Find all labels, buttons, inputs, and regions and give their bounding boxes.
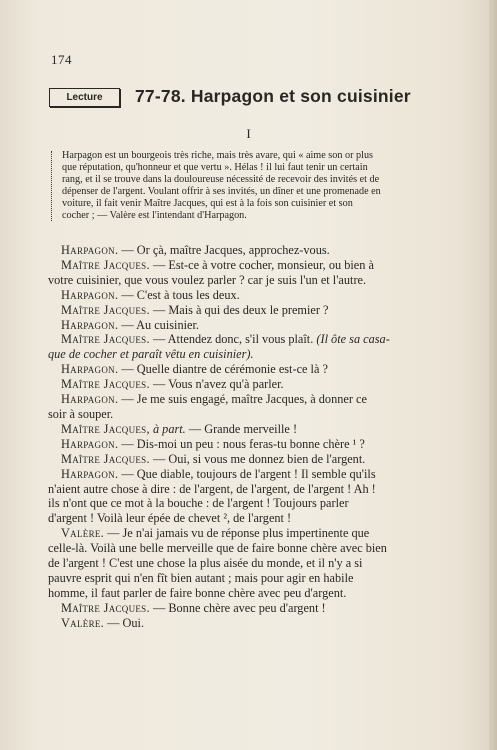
dialogue-line (48, 362, 458, 377)
intro-line: rang, et il se trouve dans la douloureuse nécessité de recevoir des invités et de (62, 173, 380, 185)
dialogue-text: homme, il faut parler de faire bonne chère avec peu d'argent. (48, 585, 347, 600)
intro-line: que réputation, qu'honneur et que vertu ». Hélas ! il lui faut tenir un certain (62, 161, 368, 173)
lecture-label: Lecture (49, 88, 120, 107)
dialogue-text: — Bonne chère avec peu d'argent ! (149, 600, 326, 615)
dialogue-line (48, 288, 458, 303)
speaker-name: Maître Jacques. (61, 332, 150, 347)
dialogue-line (48, 258, 458, 273)
speaker-name: Harpagon. (61, 362, 119, 377)
dialogue-line (48, 601, 458, 616)
dialogue-line (48, 496, 458, 511)
intro-line: dépenser de l'argent. Voulant offrir à ses invités, un dîner et une promenade en (62, 185, 381, 197)
speaker-name: Maître Jacques. (61, 377, 150, 392)
section-numeral: I (246, 126, 251, 141)
page-edge (489, 0, 497, 750)
dialogue-text: n'aient autre chose à dire : de l'argent, de l'argent, de l'argent ! Ah ! (48, 481, 376, 496)
dialogue-text: ils n'ont que ce mot à la bouche : de l'argent ! Toujours parler (48, 496, 349, 511)
dialogue-text: — Oui. (104, 615, 145, 630)
dialogue-text: de l'argent ! C'est une chose la plus aisée du monde, et il n'y a si (48, 556, 363, 571)
dialogue-line (48, 422, 458, 437)
dialogue-text: celle-là. Voilà une belle merveille que de faire bonne chère avec bien (48, 541, 387, 556)
speaker-name: Harpagon. (61, 317, 119, 332)
intro-paragraph (62, 150, 458, 221)
dialogue-line (48, 616, 458, 631)
dialogue-text: d'argent ! Voilà leur épée de chevet ², de l'argent ! (48, 511, 292, 526)
dialogue (48, 243, 458, 631)
speaker-name: Maître Jacques. (61, 257, 150, 272)
intro-margin-rule (51, 151, 52, 221)
dialogue-text: — Au cuisinier. (118, 317, 199, 332)
dialogue-text: — Mais à qui des deux le premier ? (149, 302, 329, 317)
dialogue-line (48, 243, 458, 258)
dialogue-line (48, 318, 458, 333)
dialogue-text: — Grande merveille ! (185, 421, 298, 436)
dialogue-line (48, 556, 458, 571)
speaker-name: Harpagon. (61, 392, 119, 407)
page-number: 174 (51, 52, 72, 67)
intro-line: voiture, il fait venir Maître Jacques, qui est à la fois son cuisinier et son (62, 197, 353, 209)
intro-text (62, 150, 458, 221)
dialogue-line (48, 392, 458, 407)
dialogue-line (48, 586, 458, 601)
dialogue-line (48, 377, 458, 392)
dialogue-line (48, 437, 458, 452)
speaker-name: Maître Jacques, (61, 421, 150, 436)
intro-line: Harpagon est un bourgeois très riche, mais très avare, qui « aime son or plus (62, 150, 374, 161)
speaker-name: Valère. (61, 526, 105, 541)
dialogue-line (48, 482, 458, 497)
dialogue-text: pauvre esprit qui n'en fît bien autant ; mais pour agir en habile (48, 570, 354, 585)
dialogue-line (48, 511, 458, 526)
dialogue-text: — Dis-moi un peu : nous feras-tu bonne chère ¹ ? (118, 436, 365, 451)
intro-line: cocher ; — Valère est l'intendant d'Harpagon. (62, 209, 247, 221)
dialogue-line (48, 571, 458, 586)
dialogue-text: — Attendez donc, s'il vous plaît. (149, 332, 317, 347)
dialogue-line (48, 347, 458, 362)
dialogue-text: — Est-ce à votre cocher, monsieur, ou bien à (149, 257, 374, 272)
dialogue-line (48, 526, 458, 541)
dialogue-line (48, 467, 458, 482)
dialogue-line (48, 541, 458, 556)
stage-direction: à part. (152, 421, 186, 436)
dialogue-line (48, 273, 458, 288)
stage-direction: (Il ôte sa casa- (316, 332, 390, 347)
dialogue-text: — Je n'ai jamais vu de réponse plus impertinente que (104, 526, 370, 541)
speaker-name: Valère. (61, 615, 105, 630)
stage-direction: que de cocher et paraît vêtu en cuisinier). (48, 347, 254, 362)
dialogue-text: soir à souper. (48, 406, 114, 421)
speaker-name: Maître Jacques. (61, 451, 150, 466)
dialogue-text: — C'est à tous les deux. (118, 287, 240, 302)
lesson-title: 77-78. Harpagon et son cuisinier (135, 86, 411, 106)
dialogue-text: — Oui, si vous me donnez bien de l'argent. (149, 451, 366, 466)
speaker-name: Maître Jacques. (61, 302, 150, 317)
speaker-name: Harpagon. (61, 466, 119, 481)
speaker-name: Maître Jacques. (61, 600, 150, 615)
dialogue-line (48, 303, 458, 318)
dialogue-line (48, 332, 458, 347)
dialogue-text: — Que diable, toujours de l'argent ! Il semble qu'ils (118, 466, 376, 481)
dialogue-text: — Or çà, maître Jacques, approchez-vous. (118, 243, 330, 257)
speaker-name: Harpagon. (61, 287, 119, 302)
dialogue-line (48, 452, 458, 467)
dialogue-text: — Je me suis engagé, maître Jacques, à donner ce (118, 392, 367, 407)
dialogue-line (48, 407, 458, 422)
dialogue-text: votre cuisinier, que vous voulez parler ? car je suis l'un et l'autre. (48, 272, 367, 287)
dialogue-text: — Quelle diantre de cérémonie est-ce là ? (118, 362, 328, 377)
speaker-name: Harpagon. (61, 436, 119, 451)
lesson-header (49, 86, 461, 110)
speaker-name: Harpagon. (61, 243, 119, 257)
dialogue-text: — Vous n'avez qu'à parler. (149, 377, 284, 392)
